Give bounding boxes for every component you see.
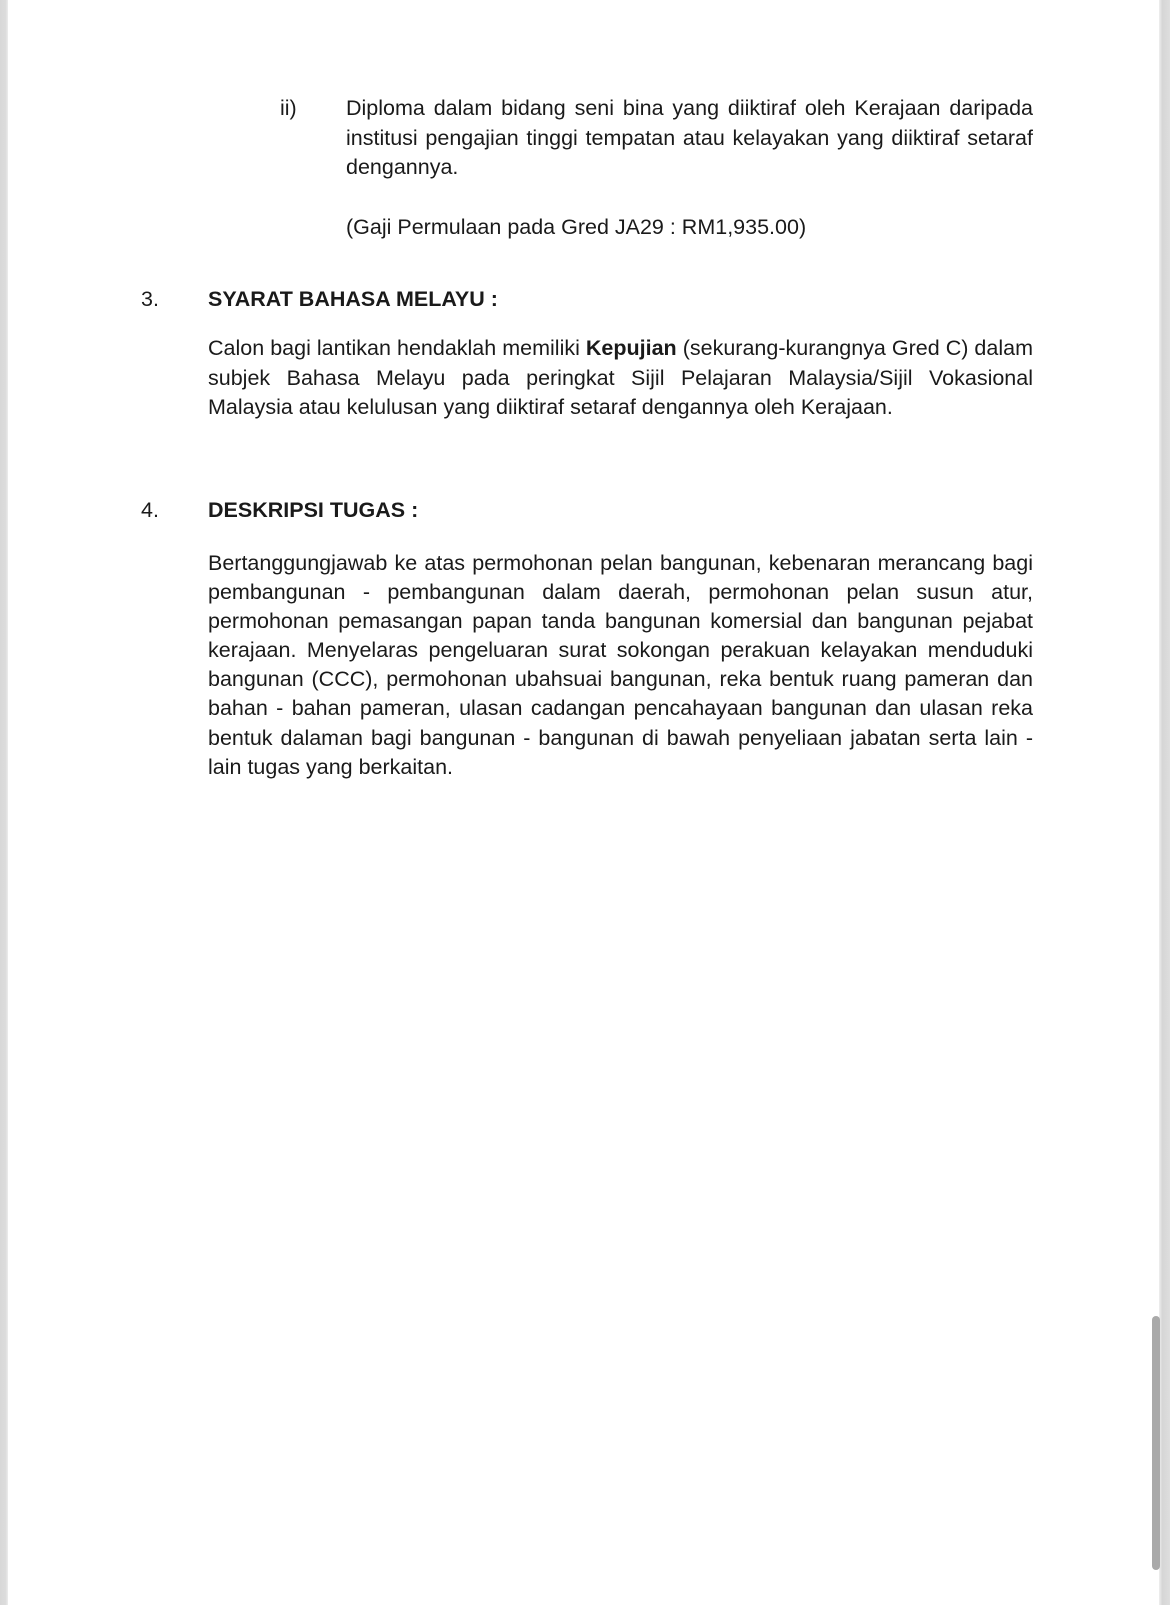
item-ii-text: Diploma dalam bidang seni bina yang diiktiraf oleh Kerajaan daripada institusi pengajian tinggi tempatan atau kelayakan yang diiktiraf setaraf dengannya. (346, 96, 1033, 180)
section-3-paragraph (208, 334, 1033, 423)
section-3-text-after: (sekurang-kurangnya Gred C) dalam subjek Bahasa Melayu pada peringkat Sijil Pelajaran Malaysia/Sijil Vokasional Malaysia atau kelulusan yang diiktiraf setaraf dengannya oleh Kerajaan. (208, 336, 1033, 420)
section-3-number: 3. (141, 287, 159, 311)
section-4-paragraph: Bertanggungjawab ke atas permohonan pelan bangunan, kebenaran merancang bagi pembangunan - pembangunan dalam daerah, permohonan pelan susun atur, permohonan pemasangan papan tanda bangunan komersial dan bangunan pejabat kerajaan. Menyelaras pengeluaran surat sokongan perakuan kelayakan menduduki bangunan (CCC), permohonan ubahsuai bangunan, reka bentuk ruang pameran dan bahan - bahan pameran, ulasan cadangan pencahayaan bangunan dan ulasan reka bentuk dalaman bagi bangunan - bangunan di bawah penyeliaan jabatan serta lain - lain tugas yang berkaitan. (208, 551, 1033, 779)
item-ii-salary: (Gaji Permulaan pada Gred JA29 : RM1,935.00) (346, 215, 807, 239)
scrollbar-thumb[interactable] (1152, 1316, 1160, 1570)
list-marker-ii: ii) (280, 96, 297, 120)
section-4-number: 4. (141, 498, 159, 522)
scrollbar-track[interactable] (1159, 0, 1170, 1605)
section-4-heading: DESKRIPSI TUGAS : (208, 498, 419, 522)
section-3-text-before: Calon bagi lantikan hendaklah memiliki (208, 336, 586, 360)
document-page (8, 0, 1159, 1605)
left-page-edge (0, 0, 8, 1605)
section-3-text-bold: Kepujian (585, 336, 677, 360)
section-3-heading: SYARAT BAHASA MELAYU : (208, 287, 498, 311)
